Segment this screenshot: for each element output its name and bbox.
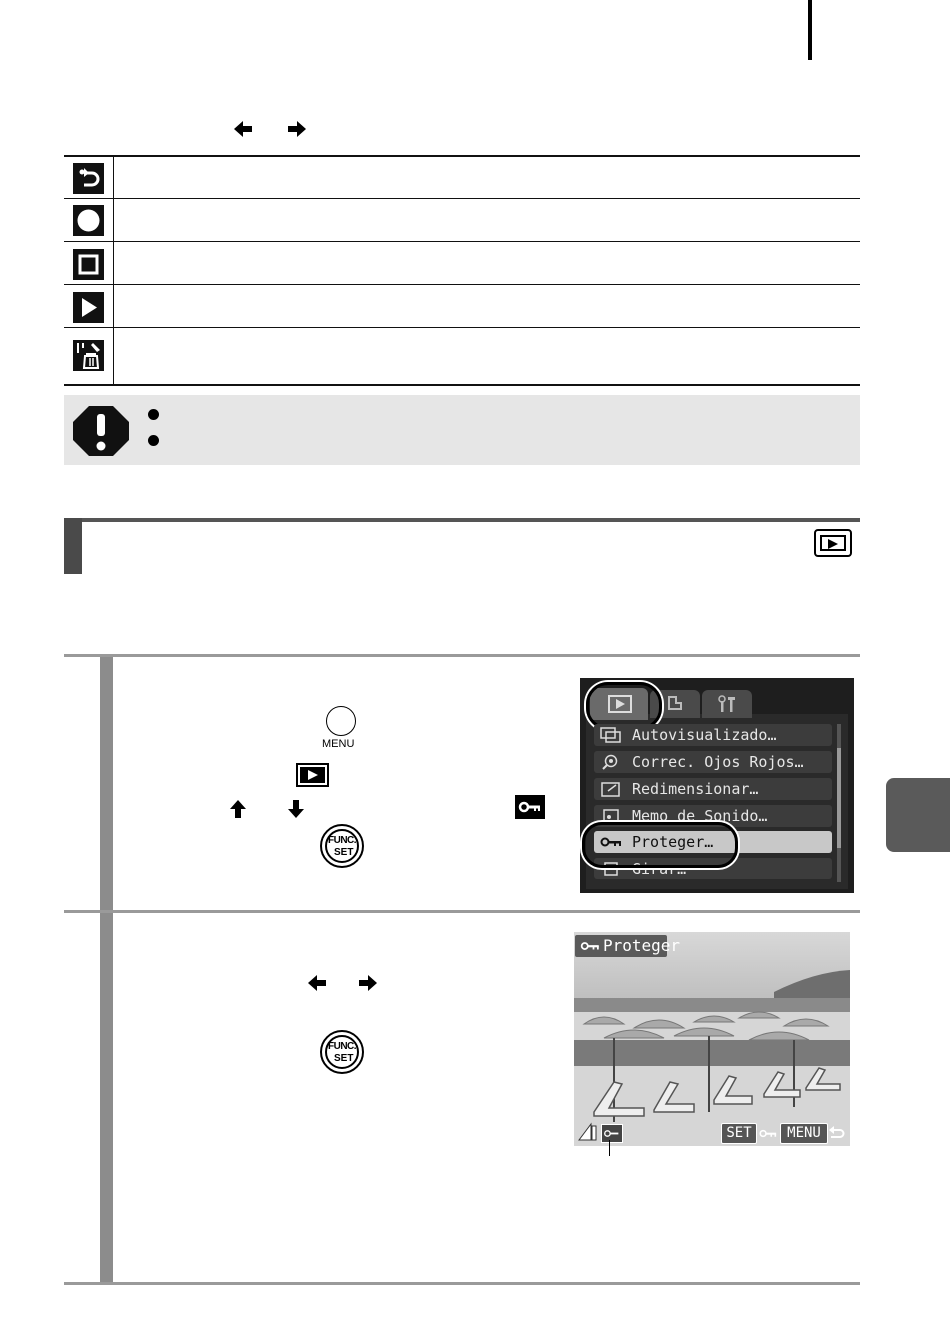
menu-item-label: Correc. Ojos Rojos…: [632, 753, 804, 771]
tab-selection-ring: [586, 682, 662, 730]
tab-settings[interactable]: [702, 690, 752, 718]
menu-item-autovisualizado[interactable]: [594, 724, 832, 746]
red-eye-icon: [600, 754, 622, 770]
playback-tab-icon: [296, 763, 329, 787]
down-arrow-icon: [286, 799, 306, 819]
up-arrow-icon: [228, 799, 248, 819]
quality-icon: [577, 1122, 599, 1142]
protect-key-icon: [758, 1127, 778, 1140]
resize-icon: [600, 781, 622, 797]
playback-mode-icon: [814, 529, 852, 557]
bullet: [148, 409, 159, 420]
play-icon: [73, 292, 104, 323]
page-side-tab: [886, 778, 950, 852]
right-arrow-icon: [358, 973, 378, 993]
autoplay-icon: [600, 727, 622, 743]
right-arrow-icon: [287, 119, 307, 139]
menu-button-badge: MENU: [780, 1123, 828, 1144]
caution-note: [64, 395, 860, 465]
set-button-badge: SET: [721, 1123, 757, 1144]
func-set-button-icon: [320, 824, 364, 868]
protect-trash-icon: [73, 340, 104, 371]
protect-title-badge: [575, 935, 681, 957]
set-label: SET: [334, 1053, 354, 1064]
menu-button-label: MENU: [322, 738, 355, 750]
func-label: FUNC.: [328, 835, 357, 846]
square-stop-icon: [73, 249, 104, 280]
protect-key-icon: [580, 939, 600, 953]
beach-photo: [574, 932, 850, 1146]
func-label: FUNC.: [328, 1041, 357, 1052]
protect-title: Proteger: [603, 936, 681, 955]
protected-indicator-icon: [601, 1124, 623, 1143]
bullet: [148, 435, 159, 446]
chapter-marker: [808, 0, 812, 60]
protect-selection-ring: [582, 822, 738, 868]
func-set-button-icon: [320, 1030, 364, 1074]
menu-item-label: Memo de Sonido…: [632, 807, 768, 825]
protect-screen: [574, 932, 850, 1146]
menu-item-resize[interactable]: [594, 778, 832, 800]
circle-select-icon: [73, 205, 104, 236]
menu-item-label: Girar…: [632, 860, 687, 878]
menu-item-red-eye[interactable]: [594, 751, 832, 773]
menu-button-icon: [326, 706, 356, 736]
return-icon: [828, 1125, 846, 1141]
caution-icon: [72, 405, 130, 457]
protect-key-icon: [515, 795, 545, 819]
set-label: SET: [334, 847, 354, 858]
jump-back-icon: [73, 163, 104, 194]
menu-item-label: Redimensionar…: [632, 780, 759, 798]
callout-line: [609, 1140, 610, 1156]
menu-item-label: Autovisualizado…: [632, 726, 777, 744]
menu-item-label: Proteger…: [632, 833, 714, 851]
left-arrow-icon: [307, 973, 327, 993]
left-arrow-icon: [233, 119, 253, 139]
